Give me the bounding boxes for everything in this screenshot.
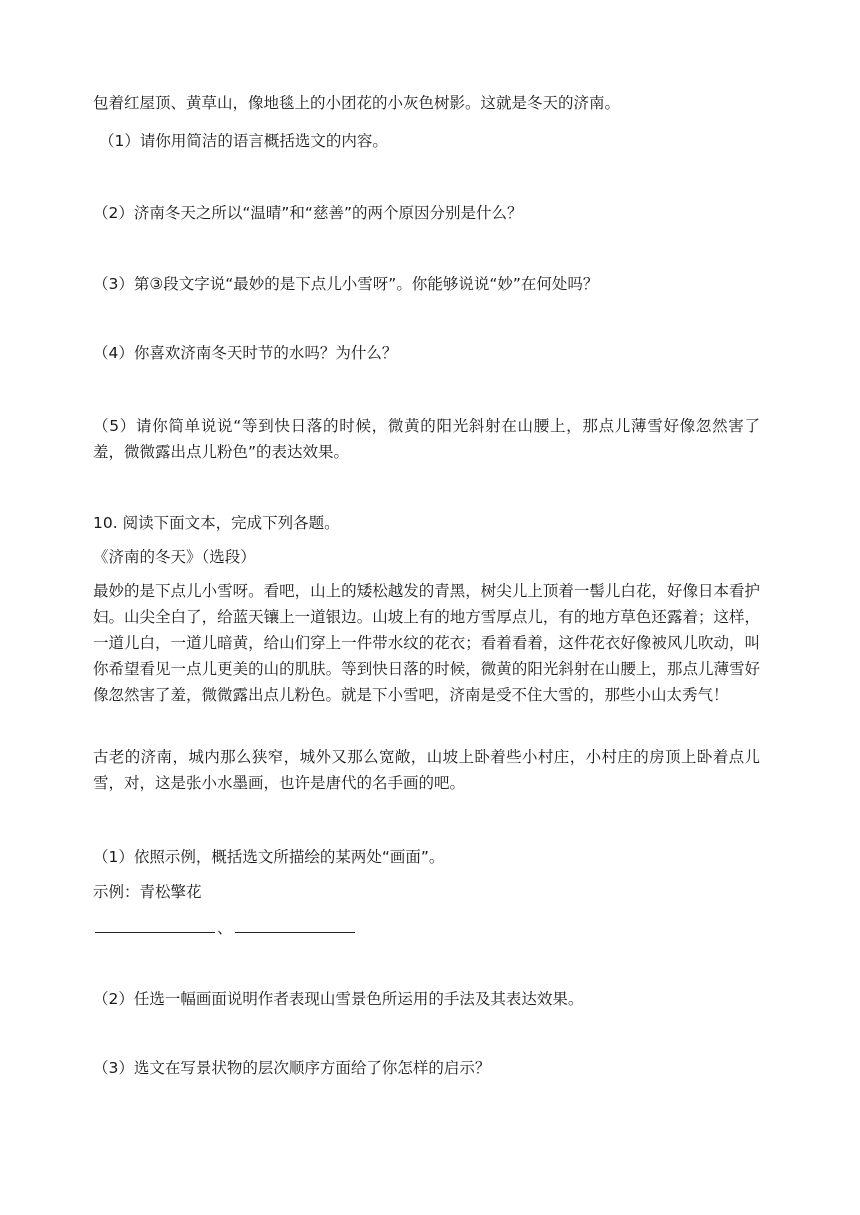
q10-sub3: （3）选文在写景状物的层次顺序方面给了你怎样的启示？ xyxy=(93,1059,491,1077)
q10-passage-paragraph-2: 古老的济南，城内那么狭窄，城外又那么宽敞，山坡上卧着些小村庄，小村庄的房顶上卧着点儿雪，对，这是张小水墨画，也许是唐代的名手画的吧。 xyxy=(93,748,760,792)
q9-sub4: （4）你喜欢济南冬天时节的水吗？为什么？ xyxy=(93,344,398,362)
answer-blank-2[interactable] xyxy=(235,932,355,933)
q10-sub1: （1）依照示例，概括选文所描绘的某两处“画面”。 xyxy=(93,848,445,866)
passage-tail: 包着红屋顶、黄草山，像地毯上的小团花的小灰色树影。这就是冬天的济南。 xyxy=(93,94,621,112)
q10-sub2: （2）任选一幅画面说明作者表现山雪景色所运用的手法及其表达效果。 xyxy=(93,990,584,1008)
q9-sub3: （3）第③段文字说“最妙的是下点儿小雪呀”。你能够说说“妙”在何处吗？ xyxy=(93,275,599,293)
answer-blank-1[interactable] xyxy=(95,932,215,933)
blank-separator: 、 xyxy=(217,919,233,937)
q10-heading: 10. 阅读下面文本，完成下列各题。 xyxy=(93,514,340,532)
q9-sub5: （5）请你简单说说“等到快日落的时候，微黄的阳光斜射在山腰上，那点儿薄雪好像忽然害了羞，微微露出点儿粉色”的表达效果。 xyxy=(93,417,760,461)
q9-sub2: （2）济南冬天之所以“温晴”和“慈善”的两个原因分别是什么？ xyxy=(93,204,523,222)
q10-source-title: 《济南的冬天》（选段） xyxy=(93,548,256,566)
q9-sub1: （1）请你用简洁的语言概括选文的内容。 xyxy=(99,132,388,150)
q10-example: 示例：青松擎花 xyxy=(93,883,202,901)
q10-passage-paragraph-1: 最妙的是下点儿小雪呀。看吧，山上的矮松越发的青黑，树尖儿上顶着一髻儿白花，好像日本看护妇。山尖全白了，给蓝天镶上一道银边。山坡上有的地方雪厚点儿，有的地方草色还露着；这样，一道儿白，一道儿暗黄，给山们穿上一件带水纹的花衣；看着看着，这件花衣好像被风儿吹动，叫你希望看见一点儿更美的山的肌肤。等到快日落的时候，微黄的阳光斜射在山腰上，那点儿薄雪好像忽然害了羞，微微露出点儿粉色。就是下小雪吧，济南是受不住大雪的，那些小山太秀气！ xyxy=(93,582,760,704)
q10-answer-blanks xyxy=(93,918,763,939)
